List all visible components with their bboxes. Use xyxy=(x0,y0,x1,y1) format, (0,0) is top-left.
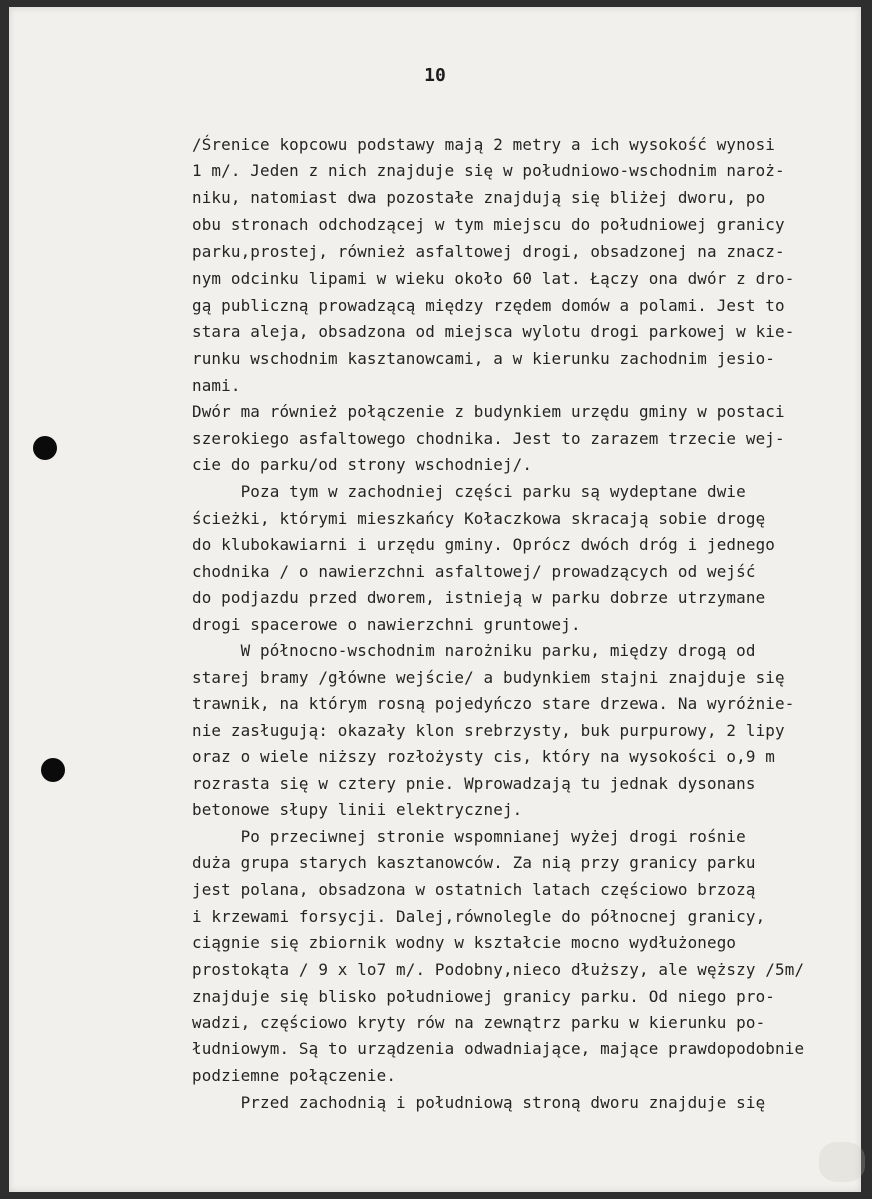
paper-stain xyxy=(819,1142,865,1182)
text-line: gą publiczną prowadzącą między rzędem domów a polami. Jest to xyxy=(192,296,785,315)
text-line: betonowe słupy linii elektrycznej. xyxy=(192,800,523,819)
text-line: drogi spacerowe o nawierzchni gruntowej. xyxy=(192,615,581,634)
text-line: nami. xyxy=(192,376,241,395)
text-line: i krzewami forsycji. Dalej,równolegle do północnej granicy, xyxy=(192,907,766,926)
text-line: runku wschodnim kasztanowcami, a w kierunku zachodnim jesio- xyxy=(192,349,776,368)
text-line: rozrasta się w cztery pnie. Wprowadzają tu jednak dysonans xyxy=(192,774,756,793)
text-line: /Śrenice kopcowu podstawy mają 2 metry a ich wysokość wynosi xyxy=(192,135,776,154)
page-number: 10 xyxy=(424,65,446,86)
text-line: duża grupa starych kasztanowców. Za nią przy granicy parku xyxy=(192,853,756,872)
text-line: Dwór ma również połączenie z budynkiem urzędu gminy w postaci xyxy=(192,402,785,421)
text-line: Przed zachodnią i południową stroną dworu znajduje się xyxy=(192,1093,766,1112)
document-page xyxy=(9,7,861,1192)
text-line: W północno-wschodnim narożniku parku, między drogą od xyxy=(192,641,756,660)
text-line: Po przeciwnej stronie wspomnianej wyżej drogi rośnie xyxy=(192,827,746,846)
text-line: obu stronach odchodzącej w tym miejscu do południowej granicy xyxy=(192,215,785,234)
text-line: ścieżki, którymi mieszkańcy Kołaczkowa skracają sobie drogę xyxy=(192,509,766,528)
text-line: jest polana, obsadzona w ostatnich latach częściowo brzozą xyxy=(192,880,756,899)
text-line: nym odcinku lipami w wieku około 60 lat. Łączy ona dwór z dro- xyxy=(192,269,795,288)
text-line: prostokąta / 9 x lo7 m/. Podobny,nieco dłuższy, ale węższy /5m/ xyxy=(192,960,805,979)
text-line: stara aleja, obsadzona od miejsca wylotu drogi parkowej w kie- xyxy=(192,322,795,341)
text-line: chodnika / o nawierzchni asfaltowej/ prowadzących od wejść xyxy=(192,562,756,581)
text-line: Poza tym w zachodniej części parku są wydeptane dwie xyxy=(192,482,746,501)
punch-hole xyxy=(41,758,65,782)
text-line: starej bramy /główne wejście/ a budynkiem stajni znajduje się xyxy=(192,668,785,687)
text-line: podziemne połączenie. xyxy=(192,1066,397,1085)
text-line: wadzi, częściowo kryty rów na zewnątrz parku w kierunku po- xyxy=(192,1013,766,1032)
text-line: parku,prostej, również asfaltowej drogi, obsadzonej na znacz- xyxy=(192,242,785,261)
text-line: do klubokawiarni i urzędu gminy. Oprócz dwóch dróg i jednego xyxy=(192,535,776,554)
text-line: oraz o wiele niższy rozłożysty cis, który na wysokości o,9 m xyxy=(192,747,776,766)
text-line: szerokiego asfaltowego chodnika. Jest to zarazem trzecie wej- xyxy=(192,429,785,448)
text-line: nie zasługują: okazały klon srebrzysty, buk purpurowy, 2 lipy xyxy=(192,721,785,740)
text-line: 1 m/. Jeden z nich znajduje się w południowo-wschodnim naroż- xyxy=(192,161,785,180)
text-line: do podjazdu przed dworem, istnieją w parku dobrze utrzymane xyxy=(192,588,766,607)
text-line: łudniowym. Są to urządzenia odwadniające, mające prawdopodobnie xyxy=(192,1039,805,1058)
text-line: cie do parku/od strony wschodniej/. xyxy=(192,455,533,474)
text-line: ciągnie się zbiornik wodny w kształcie mocno wydłużonego xyxy=(192,933,737,952)
text-line: niku, natomiast dwa pozostałe znajdują się bliżej dworu, po xyxy=(192,188,766,207)
punch-hole xyxy=(33,436,57,460)
text-line: znajduje się blisko południowej granicy parku. Od niego pro- xyxy=(192,987,776,1006)
text-line: trawnik, na którym rosną pojedyńczo stare drzewa. Na wyróżnie- xyxy=(192,694,795,713)
